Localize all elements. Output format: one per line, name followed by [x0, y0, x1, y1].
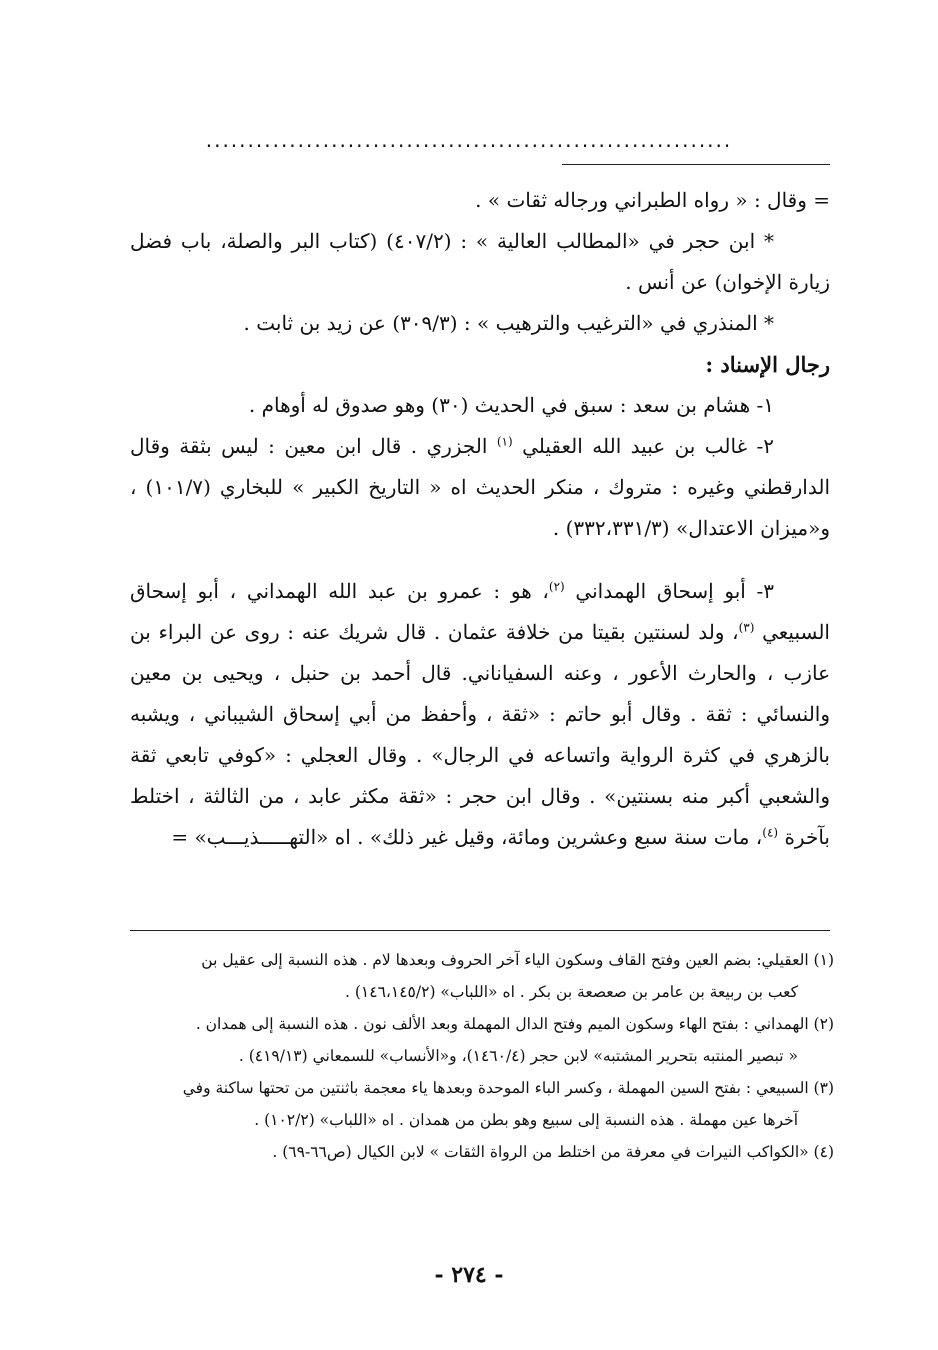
- narrator-2-text-a: ٢- غالب بن عبيد الله العقيلي: [522, 434, 775, 458]
- narrator-3-text-c: ، ولد لسنتين بقيتا من خلافة عثمان . قال شريك عنه : روى عن البراء بن عازب ، والحارث الأعور ، وعنه السفياناني. قال أحمد بن حنبل ، ويحيى بن معين والنسائي : ثقة . وقال أبو حاتم : «ثقة ، وأحفظ من أبي إسحاق الشيباني ، ويشبه بالزهري في كثرة الرواية واتساعه في الرجال» . وقال العجلي : «كوفي تابعي ثقة والشعبي أكبر منه بسنتين» . وقال ابن حجر : «ثقة مكثر عابد ، من الثالثة ، اختلط بآخرة: [130, 620, 830, 849]
- footnote-4: (٤) «الكواكب النيرات في معرفة من اختلط من الرواة الثقات » لابن الكيال (ص٦٦-٦٩) .: [272, 1143, 834, 1161]
- narrator-2: [130, 426, 830, 549]
- footnote-2-cont: « تبصير المنتبه بتحرير المشتبه» لابن حجر (١٤٦٠/٤)، و«الأنساب» للسمعاني (٤١٩/١٣) .: [238, 1047, 798, 1065]
- paragraph-ibn-hajar: * ابن حجر في «المطالب العالية » : (٤٠٧/٢) (كتاب البر والصلة، باب فضل زيارة الإخوان) عن أنس .: [130, 229, 830, 294]
- page-number: - ٢٧٤ -: [434, 1262, 504, 1288]
- paragraph-mundhiri: * المنذري في «الترغيب والترهيب » : (٣٠٩/٣) عن زيد بن ثابت .: [243, 311, 774, 335]
- top-rule: [562, 164, 830, 165]
- footnote-1: (١) العقيلي: بضم العين وفتح القاف وسكون الياء آخر الحروف وبعدها لام . هذه النسبة إلى عقيل بن: [201, 951, 834, 969]
- dotted-separator: ...............................................................: [205, 128, 733, 152]
- footnote-ref-3: (٣): [738, 620, 755, 635]
- footnote-rule: [130, 930, 830, 931]
- narrator-3-text-b: ، هو : عمرو بن عبد الله الهمداني ، أبو إسحاق السبيعي: [130, 579, 830, 644]
- narrator-3: [130, 571, 830, 858]
- narrator-1: ١- هشام بن سعد : سبق في الحديث (٣٠) وهو صدوق له أوهام .: [248, 393, 774, 417]
- narrator-2-text-b: الجزري . قال ابن معين : ليس بثقة وقال الدارقطني وغيره : متروك ، منكر الحديث اه « التاريخ الكبير » للبخاري (١٠١/٧) ، و«ميزان الاعتدال» (٣٣٢،٣٣١/٣) .: [130, 434, 830, 540]
- footnote-2: (٢) الهمداني : بفتح الهاء وسكون الميم وفتح الدال المهملة وبعد الألف نون . هذه النسبة إلى همدان .: [195, 1015, 834, 1033]
- footnote-1-cont: كعب بن ربيعة بن عامر بن صعصعة بن بكر . اه «اللباب» (١٤٦،١٤٥/٢) .: [345, 983, 798, 1001]
- narrator-3-text-d: ، مات سنة سبع وعشرين ومائة، وقيل غير ذلك» . اه «التهـــــذيـــب» =: [171, 825, 763, 849]
- narrator-3-text-a: ٣- أبو إسحاق الهمداني: [575, 579, 775, 603]
- paragraph-tabarani-quote: = وقال : « رواه الطبراني ورجاله ثقات » .: [475, 188, 830, 212]
- footnote-3: (٣) السبيعي : بفتح السين المهملة ، وكسر الباء الموحدة وبعدها ياء معجمة باثنتين من تحتها ساكنة وفي: [182, 1079, 834, 1097]
- footnote-3-cont: آخرها عين مهملة . هذه النسبة إلى سبيع وهو بطن من همدان . اه «اللباب» (١٠٢/٢) .: [254, 1111, 798, 1129]
- footnotes: [130, 944, 834, 1168]
- footnote-ref-4: (٤): [762, 825, 779, 840]
- footnote-ref-1: (١): [496, 434, 513, 449]
- footnote-ref-2: (٢): [548, 579, 565, 594]
- section-heading: رجال الإسناد :: [705, 352, 830, 377]
- main-text: [130, 180, 830, 858]
